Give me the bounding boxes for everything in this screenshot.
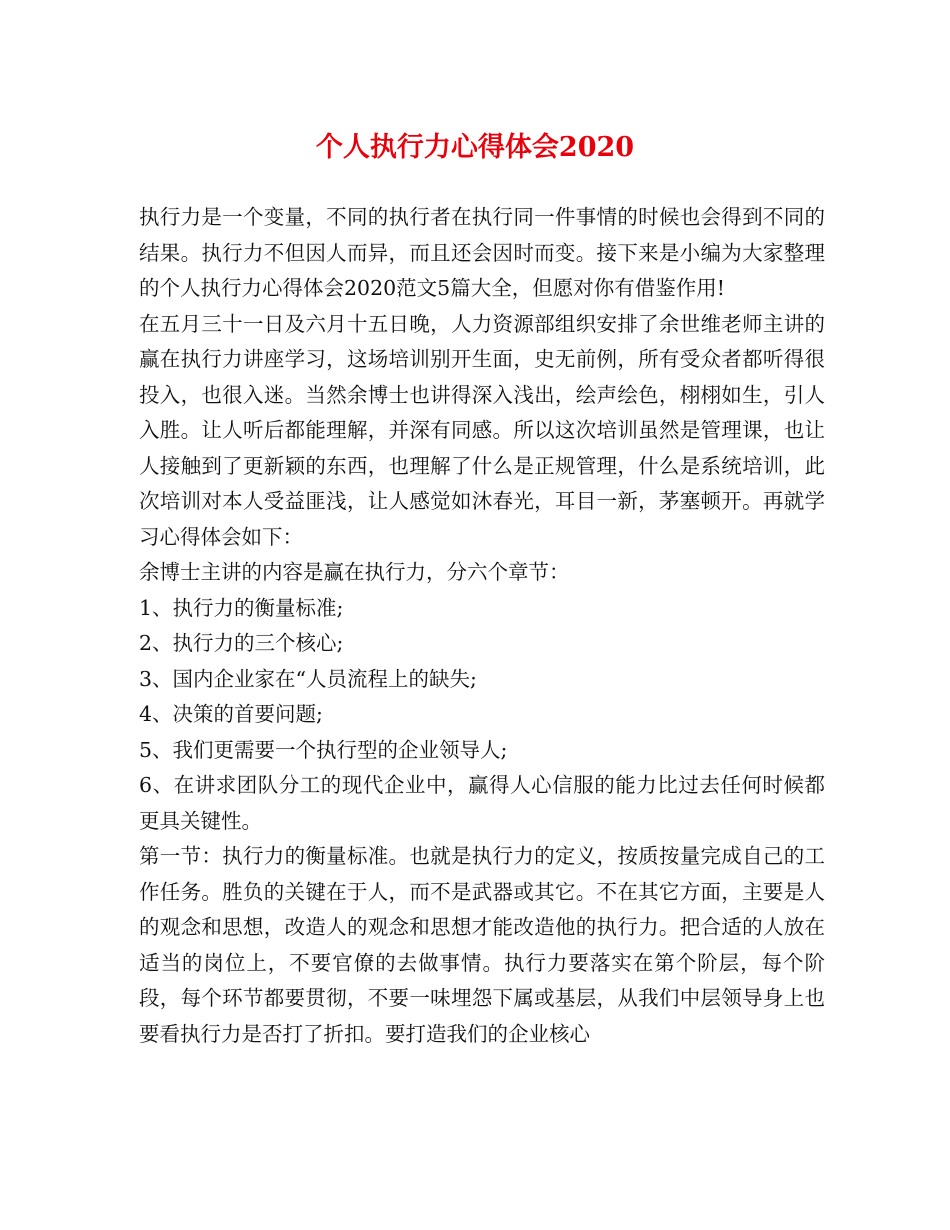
document-body	[139, 200, 825, 1052]
section-one-paragraph: 第一节：执行力的衡量标准。也就是执行力的定义，按质按量完成自己的工作任务。胜负的关键在于人，而不是武器或其它。不在其它方面，主要是人的观念和思想，改造人的观念和思想才能改造他的执行力。把合适的人放在适当的岗位上，不要官僚的去做事情。执行力要落实在第个阶层，每个阶段，每个环节都要贯彻，不要一味埋怨下属或基层，从我们中层领导身上也要看执行力是否打了折扣。要打造我们的企业核心	[139, 844, 825, 1046]
chapter-list-item: 2、执行力的三个核心;	[139, 631, 344, 655]
chapter-list-item: 4、决策的首要问题;	[139, 702, 323, 726]
intro-paragraph: 执行力是一个变量，不同的执行者在执行同一件事情的时候也会得到不同的结果。执行力不但因人而异，而且还会因时而变。接下来是小编为大家整理的个人执行力心得体会2020范文5篇大全，但愿对你有借鉴作用!	[139, 205, 825, 300]
document-title: 个人执行力心得体会2020	[315, 132, 635, 163]
chapters-intro-paragraph: 余博士主讲的内容是赢在执行力，分六个章节：	[139, 560, 570, 584]
training-paragraph: 在五月三十一日及六月十五日晚，人力资源部组织安排了余世维老师主讲的赢在执行力讲座学习，这场培训别开生面，史无前例，所有受众者都听得很投入，也很入迷。当然余博士也讲得深入浅出，绘声绘色，栩栩如生，引人入胜。让人听后都能理解，并深有同感。所以这次培训虽然是管理课，也让人接触到了更新颖的东西，也理解了什么是正规管理，什么是系统培训，此次培训对本人受益匪浅，让人感觉如沐春光，耳目一新，茅塞顿开。再就学习心得体会如下：	[139, 311, 825, 549]
chapter-list-item: 6、在讲求团队分工的现代企业中，赢得人心信服的能力比过去任何时候都更具关键性。	[139, 773, 825, 833]
chapter-list-item: 3、国内企业家在“人员流程上的缺失;	[139, 666, 477, 691]
chapter-list-item: 1、执行力的衡量标准;	[139, 595, 344, 620]
chapter-list-item: 5、我们更需要一个执行型的企业领导人;	[139, 737, 508, 762]
